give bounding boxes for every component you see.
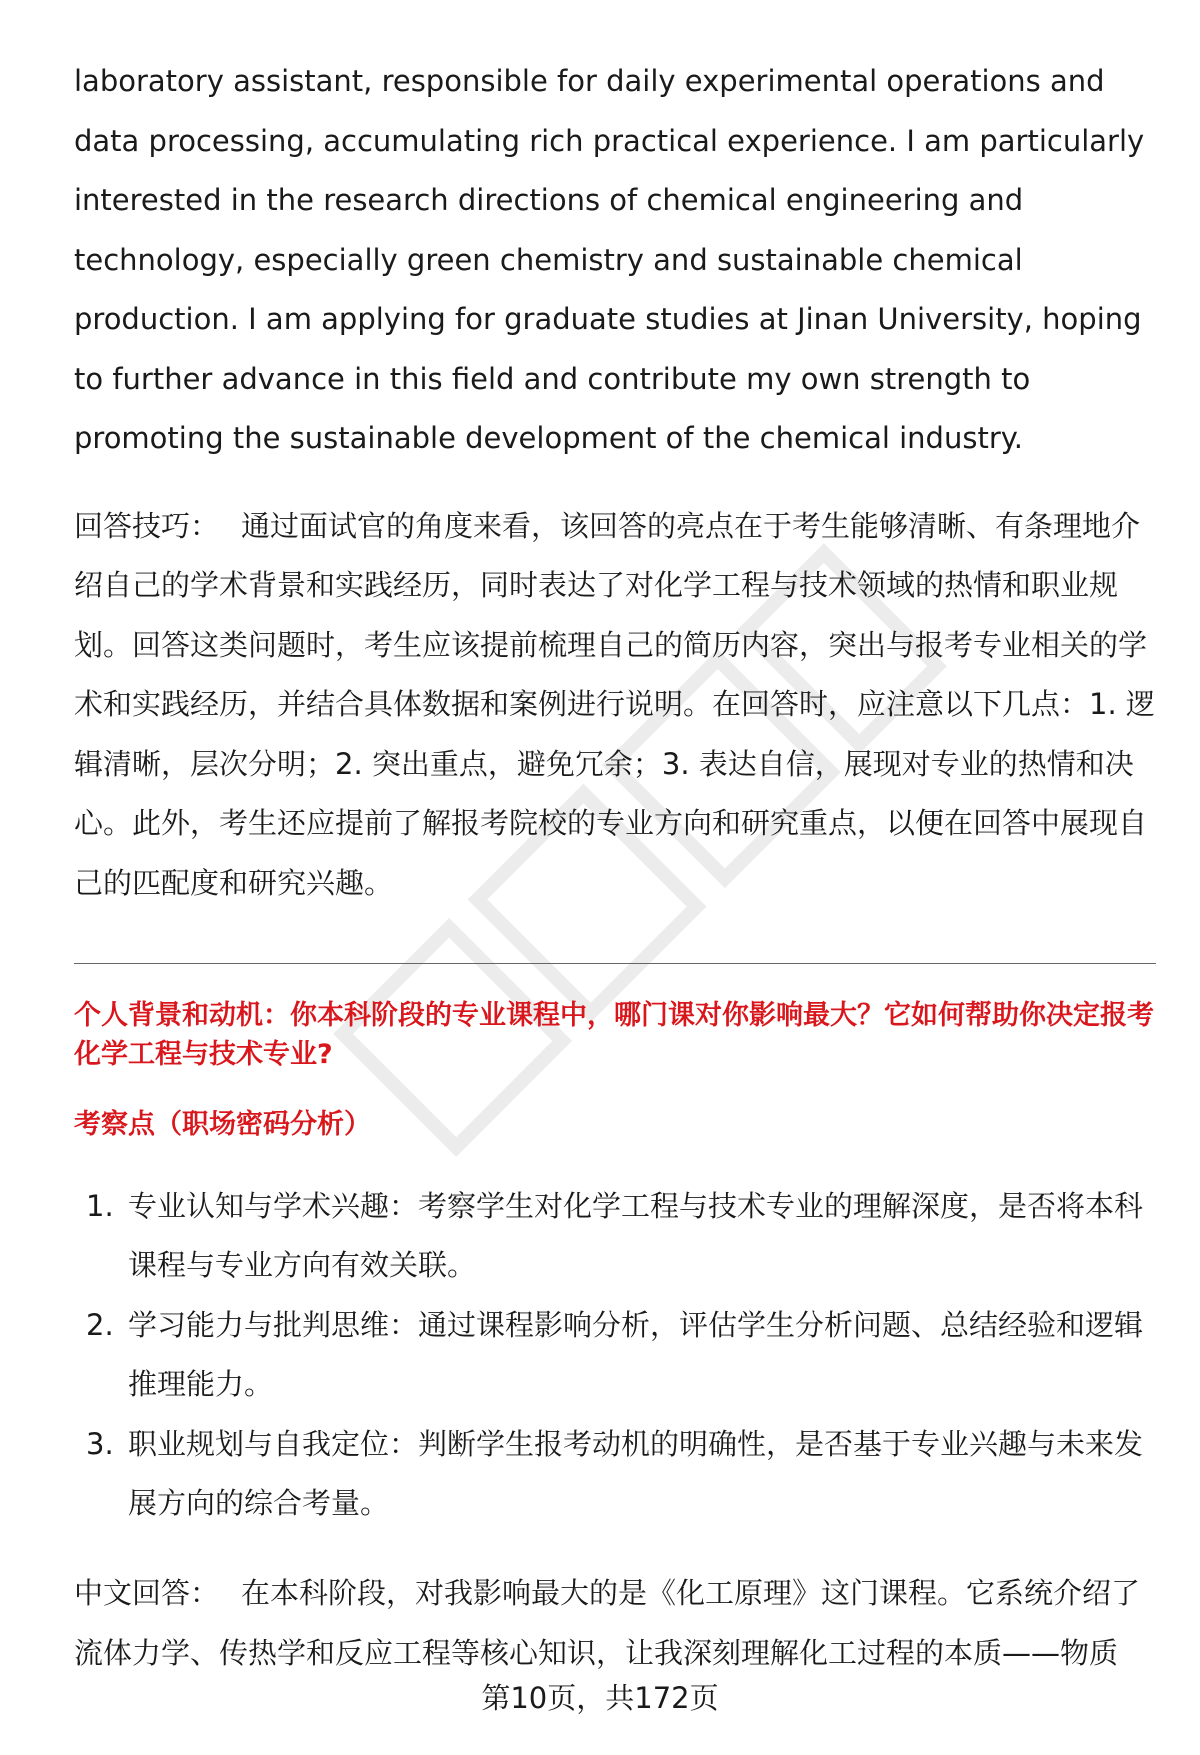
answer-label: 中文回答： [74,1576,220,1610]
tip-paragraph [74,497,1156,914]
answer-paragraph [74,1564,1156,1683]
question-heading: 个人背景和动机：你本科阶段的专业课程中，哪门课对你影响最大？它如何帮助你决定报考化学工程与技术专业? [74,1000,1154,1070]
list-number: 2. [86,1308,114,1342]
list-item [74,1415,1156,1533]
list-item [74,1296,1156,1414]
page-number: 第10页，共172页 [481,1681,719,1715]
list-text: 学习能力与批判思维：通过课程影响分析，评估学生分析问题、总结经验和逻辑推理能力。 [128,1308,1144,1401]
section-divider [74,963,1156,964]
list-number: 3. [86,1427,114,1461]
list-item [74,1177,1156,1295]
answer-text: 在本科阶段，对我影响最大的是《化工原理》这门课程。它系统介绍了流体力学、传热学和反应工程等核心知识，让我深刻理解化工过程的本质——物质 [74,1576,1141,1670]
tip-label: 回答技巧： [74,508,220,543]
page-content [74,52,1156,913]
list-text: 职业规划与自我定位：判断学生报考动机的明确性，是否基于专业兴趣与未来发展方向的综合考量。 [128,1427,1144,1520]
tip-text: 通过面试官的角度来看，该回答的亮点在于考生能够清晰、有条理地介绍自己的学术背景和实践经历，同时表达了对化学工程与技术领域的热情和职业规划。回答这类问题时，考生应该提前梳理自己的简历内容，突出与报考专业相关的学术和实践经历，并结合具体数据和案例进行说明。在回答时，应注意以下几点：1. 逻辑清晰，层次分明；2. 突出重点，避免冗余；3. 表达自信，展现对专业的热情和决心。此外，考生还应提前了解报考院校的专业方向和研究重点，以便在回答中展现自己的匹配度和研究兴趣。 [74,508,1155,900]
list-number: 1. [86,1189,114,1223]
points-title: 考察点（职场密码分析） [74,1109,371,1140]
list-text: 专业认知与学术兴趣：考察学生对化学工程与技术专业的理解深度，是否将本科课程与专业方向有效关联。 [128,1189,1144,1282]
intro-paragraph: laboratory assistant, responsible for daily experimental operations and data processing, accumulating rich practical experience. I am particularly interested in the research directions of chemical engineering and technology, especially green chemistry and sustainable chemical production. I am applying for graduate studies at Jinan University, hoping to further advance in this field and contribute my own strength to promoting the sustainable development of the chemical industry. [74,64,1145,455]
points-list [74,1177,1156,1534]
